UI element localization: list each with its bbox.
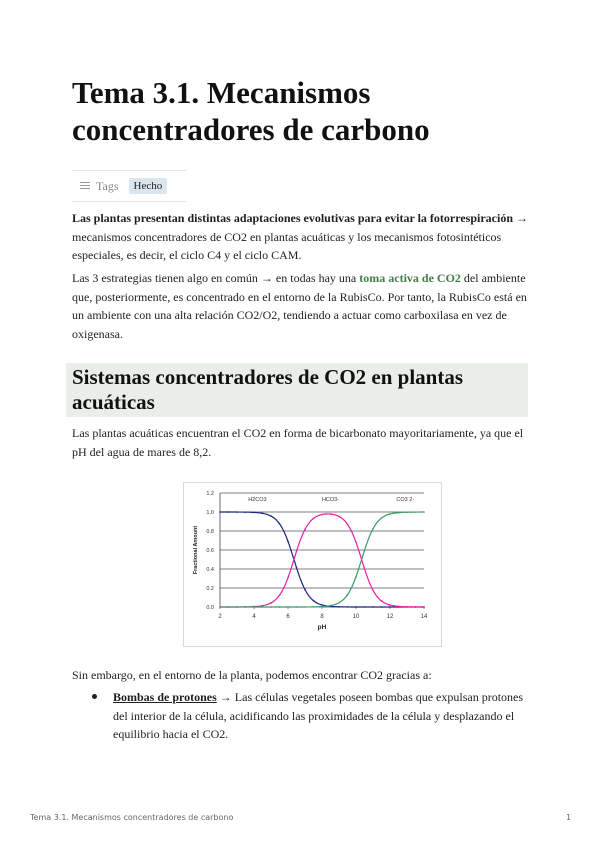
data-point <box>423 606 425 608</box>
speciation-chart <box>183 482 442 647</box>
data-point <box>398 512 400 514</box>
y-tick-label: 0.2 <box>206 586 214 592</box>
data-point <box>253 512 255 514</box>
data-point <box>355 576 357 578</box>
strategies-after: del ambiente que, posteriormente, es concentrado en el entorno de la RubisCo. Por tanto, la RubisCo está en un ambiente con una alta relación CO2/O2, tendiendo a actuar como carboxilasa en vez de oxigenasa. <box>72 271 527 341</box>
data-point <box>296 567 298 569</box>
data-point <box>219 606 221 608</box>
y-tick-label: 0.4 <box>206 567 214 573</box>
x-tick-label: 14 <box>420 614 428 620</box>
data-point <box>321 514 323 516</box>
bullet-term: Bombas de protones <box>113 690 217 704</box>
data-point <box>287 541 289 543</box>
bullet-dot-icon <box>92 694 97 699</box>
data-point <box>253 606 255 608</box>
data-point <box>287 606 289 608</box>
data-point <box>406 511 408 513</box>
x-tick-label: 12 <box>386 614 394 620</box>
x-tick-label: 8 <box>320 614 324 620</box>
intro-bold: Las plantas presentan distintas adaptaciones evolutivas para evitar la fotorrespiración <box>72 211 514 225</box>
data-point <box>228 511 230 513</box>
footer-doc-title: Tema 3.1. Mecanismos concentradores de carbono <box>30 813 234 822</box>
data-point <box>270 602 272 604</box>
data-point <box>381 600 383 602</box>
data-point <box>313 600 315 602</box>
properties-row <box>72 170 186 202</box>
data-point <box>372 589 374 591</box>
data-point <box>364 550 366 552</box>
data-point <box>415 511 417 513</box>
data-point <box>313 518 315 520</box>
section-paragraph: Las plantas acuáticas encuentran el CO2 en forma de bicarbonato mayoritariamente, ya que el pH del agua de mares de 8,2. <box>72 426 524 459</box>
intro-paragraph <box>72 209 532 265</box>
data-point <box>398 606 400 608</box>
strategies-paragraph <box>72 269 532 343</box>
series-line-1 <box>220 514 424 607</box>
after-figure-paragraph: Sin embargo, en el entorno de la planta, podemos encontrar CO2 gracias a: <box>72 668 432 682</box>
data-point <box>262 606 264 608</box>
series-line-0 <box>220 512 424 607</box>
legend-label: H2CO3 <box>248 497 267 503</box>
data-point <box>313 606 315 608</box>
data-point <box>347 594 349 596</box>
bullet-body: → Las células vegetales poseen bombas que expulsan protones del interior de la célula, acidificando las proximidades de la célula y desplazando el equilibrio hacia el CO2. <box>113 690 524 741</box>
data-point <box>364 568 366 570</box>
data-point <box>389 606 391 608</box>
y-tick-label: 0.8 <box>206 529 214 535</box>
data-point <box>338 606 340 608</box>
strategies-before: Las 3 estrategias tienen algo en común → en todas hay una <box>72 271 360 285</box>
data-point <box>389 604 391 606</box>
data-point <box>406 606 408 608</box>
x-tick-label: 10 <box>352 614 360 620</box>
bullet-text <box>113 688 533 744</box>
data-point <box>236 606 238 608</box>
x-tick-label: 2 <box>218 614 222 620</box>
data-point <box>279 594 281 596</box>
legend-label: CO3 2- <box>396 497 415 503</box>
y-tick-label: 1.0 <box>206 510 214 516</box>
data-point <box>372 528 374 530</box>
data-point <box>236 511 238 513</box>
section-heading: Sistemas concentradores de CO2 en plantas acuáticas <box>72 365 464 414</box>
intro-rest: → mecanismos concentradores de CO2 en plantas acuáticas y los mecanismos fotosintéticos especiales, es decir, el ciclo C4 y el ciclo CAM. <box>72 211 529 262</box>
data-point <box>364 606 366 608</box>
y-tick-label: 0.6 <box>206 548 214 554</box>
data-point <box>330 605 332 607</box>
data-point <box>330 513 332 515</box>
data-point <box>347 523 349 525</box>
data-point <box>338 602 340 604</box>
data-point <box>355 541 357 543</box>
data-point <box>304 589 306 591</box>
x-tick-label: 6 <box>286 614 290 620</box>
data-point <box>347 606 349 608</box>
data-point <box>262 513 264 515</box>
data-point <box>415 606 417 608</box>
data-point <box>245 606 247 608</box>
data-point <box>372 606 374 608</box>
data-point <box>304 529 306 531</box>
data-point <box>287 577 289 579</box>
data-point <box>296 551 298 553</box>
data-point <box>304 606 306 608</box>
page-title: Tema 3.1. Mecanismos concentradores de carbono <box>72 75 430 147</box>
y-tick-label: 0.0 <box>206 605 214 611</box>
data-point <box>355 606 357 608</box>
chart-svg <box>184 483 441 646</box>
data-point <box>219 511 221 513</box>
data-point <box>423 511 425 513</box>
data-point <box>279 606 281 608</box>
data-point <box>381 517 383 519</box>
data-point <box>279 523 281 525</box>
x-axis-label: pH <box>317 624 327 631</box>
series-line-2 <box>220 512 424 607</box>
list-lines-icon <box>80 182 90 190</box>
x-tick-label: 4 <box>252 614 256 620</box>
data-point <box>338 516 340 518</box>
strategies-highlight: toma activa de CO2 <box>359 271 461 285</box>
data-point <box>228 606 230 608</box>
y-axis-label: Fractional Amount <box>193 525 199 575</box>
data-point <box>270 606 272 608</box>
data-point <box>381 606 383 608</box>
data-point <box>389 513 391 515</box>
footer-page-number: 1 <box>566 813 572 822</box>
data-point <box>245 511 247 513</box>
y-tick-label: 1.2 <box>206 491 214 497</box>
tags-label: Tags <box>96 178 119 193</box>
data-point <box>321 606 323 608</box>
data-point <box>321 604 323 606</box>
tag-badge[interactable]: Hecho <box>129 178 168 194</box>
legend-label: HCO3- <box>321 497 340 503</box>
data-point <box>270 515 272 517</box>
data-point <box>296 606 298 608</box>
